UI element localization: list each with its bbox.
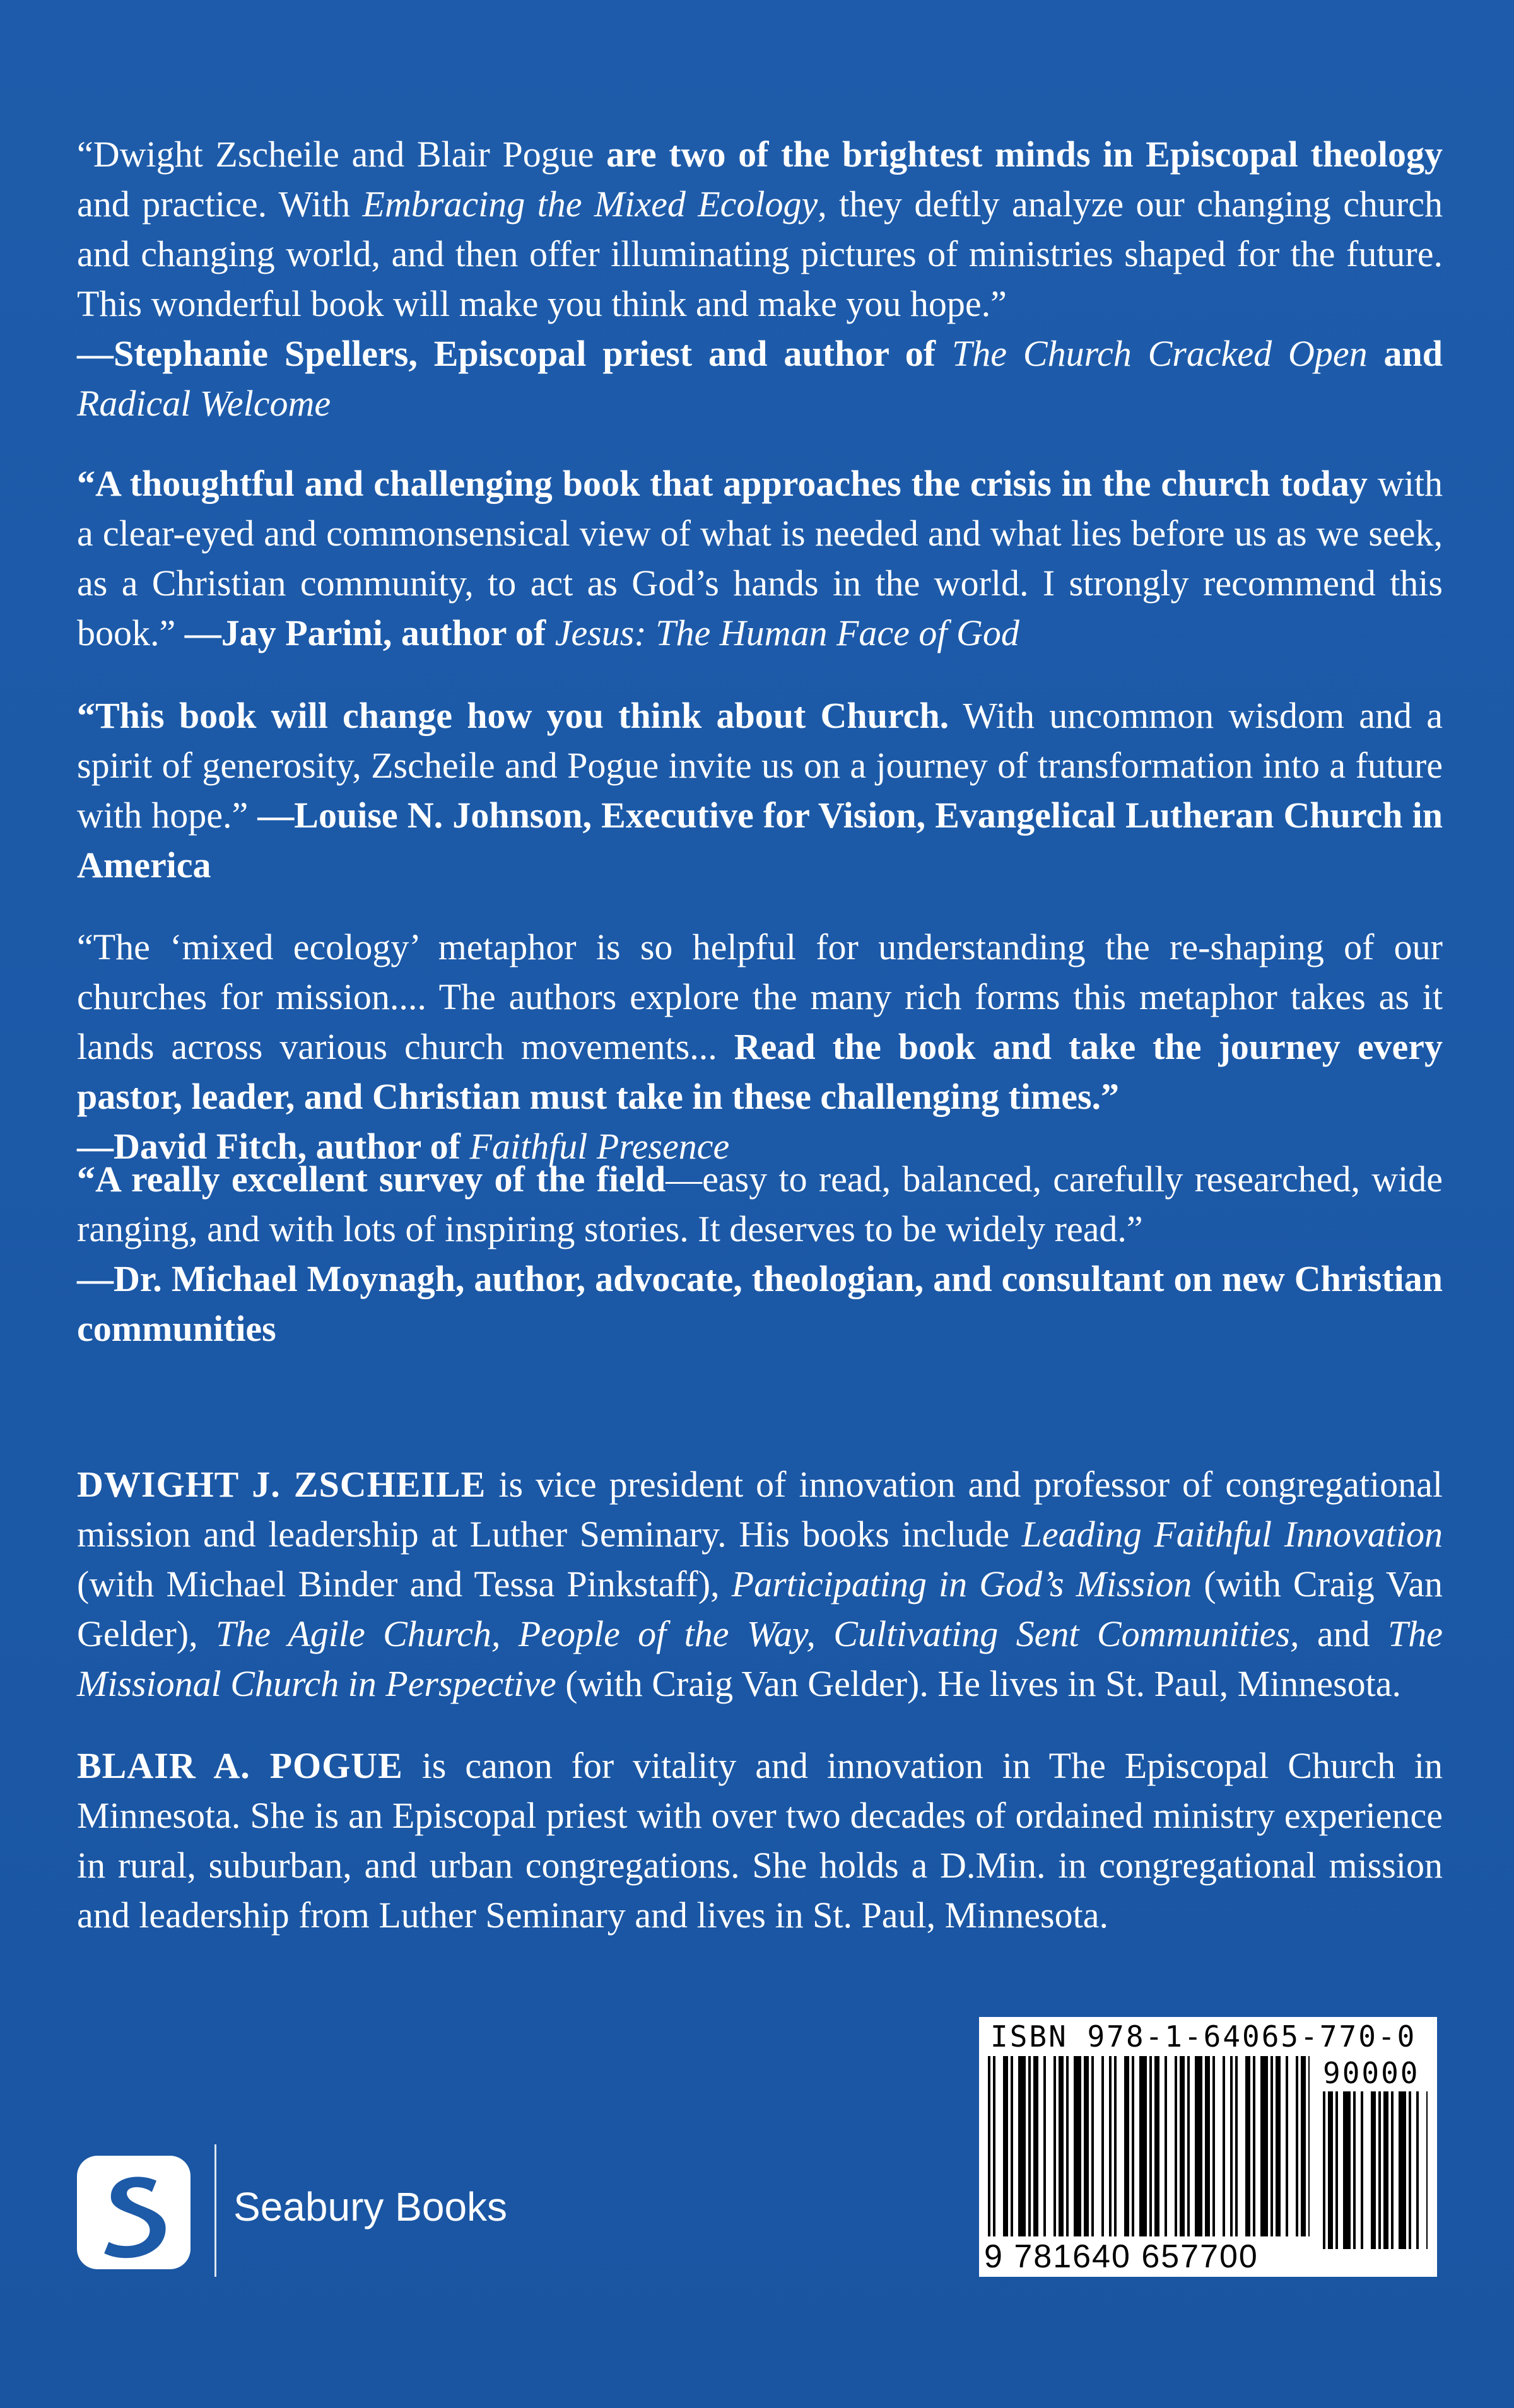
quote-text: and practice. With: [77, 184, 363, 225]
author-name: DWIGHT J. ZSCHEILE: [77, 1464, 486, 1505]
quote-text: “The ‘mixed ecology’ metaphor is so helpful for understanding the re-shaping of our churches for mission.... The authors explore the many rich forms this metaphor takes as it lands across various church movements...: [77, 926, 1443, 1067]
quote-text: —easy to read, balanced, carefully researched, wide ranging, and with lots of inspiring stories. It deserves to be widely read.”: [77, 1159, 1443, 1249]
endorsement-quote-1: [77, 129, 1443, 428]
book-title: Leading Faithful Innovation: [1021, 1514, 1443, 1555]
barcode-bar: [1426, 2091, 1428, 2249]
barcode-bar: [1139, 2056, 1147, 2236]
quote-highlight: “This book will change how you think about Church.: [77, 695, 949, 736]
barcode-bar: [1043, 2056, 1046, 2236]
barcode-bar: [1180, 2056, 1185, 2236]
work-title: Radical Welcome: [77, 383, 331, 424]
barcode-bar: [1223, 2056, 1225, 2236]
quote-attribution: —Dr. Michael Moynagh, author, advocate, theologian, and consultant on new Christian communities: [77, 1258, 1443, 1349]
book-title: Participating in God’s Mission: [731, 1563, 1192, 1604]
barcode-bar: [1109, 2056, 1112, 2236]
work-title: Jesus: The Human Face of God: [555, 612, 1019, 653]
barcode-bar: [1399, 2091, 1406, 2249]
barcode-bar: [1101, 2056, 1104, 2236]
barcode-bar: [1301, 2056, 1306, 2236]
publisher-name: Seabury Books: [233, 2184, 508, 2230]
ean-digits: 9 781640 657700: [984, 2238, 1259, 2275]
publisher-logo: [77, 2144, 645, 2277]
quote-text: “Dwight Zscheile and Blair Pogue: [77, 134, 607, 175]
quote-text: With uncommon wisdom and a spirit of generosity, Zscheile and Pogue invite us on a journey of transformation into a future with hope.”: [77, 695, 1443, 836]
addon-barcode-bars: [1323, 2091, 1428, 2249]
barcode-bar: [1165, 2056, 1167, 2236]
barcode-bar: [1296, 2056, 1298, 2236]
barcode-bar: [1245, 2056, 1250, 2236]
barcode-bar: [1235, 2056, 1238, 2236]
barcode-bar: [988, 2056, 990, 2236]
barcode-bar: [1361, 2091, 1363, 2249]
barcode-bar: [1084, 2056, 1089, 2236]
barcode-bar: [1308, 2056, 1310, 2236]
quote-attribution: —Jay Parini, author of: [184, 612, 555, 653]
barcode-bar: [1059, 2056, 1064, 2236]
endorsement-quote-4: [77, 922, 1443, 1171]
author-bio-pogue: [77, 1741, 1443, 1940]
book-title: The Agile Church, People of the Way, Cultivating Sent Communities,: [215, 1613, 1300, 1654]
barcode-bar: [1353, 2091, 1356, 2249]
barcode-bar: [1091, 2056, 1094, 2236]
quote-highlight: “A really excellent survey of the field: [77, 1159, 666, 1200]
author-name: BLAIR A. POGUE: [77, 1745, 403, 1786]
barcode-bar: [1175, 2056, 1177, 2236]
barcode-bar: [1154, 2056, 1159, 2236]
quote-attribution: —David Fitch, author of: [77, 1126, 470, 1167]
barcode-bar: [1230, 2056, 1233, 2236]
isbn-barcode: [979, 2017, 1437, 2277]
barcode-bar: [1260, 2056, 1268, 2236]
barcode-bar: [1053, 2056, 1056, 2236]
barcode-bar: [1074, 2056, 1081, 2236]
barcode-bar: [1378, 2091, 1381, 2249]
price-code: 90000: [1323, 2056, 1420, 2090]
barcode-bar: [1205, 2056, 1210, 2236]
barcode-bar: [1011, 2056, 1013, 2236]
barcode-bar: [1416, 2091, 1419, 2249]
bio-text: (with Craig Van Gelder),: [77, 1563, 1443, 1654]
quote-attribution: —Louise N. Johnson, Executive for Vision, Evangelical Lutheran Church in America: [77, 795, 1443, 885]
barcode-bar: [1270, 2056, 1273, 2236]
seabury-s-logo-icon: [77, 2156, 191, 2269]
barcode-bar: [1286, 2056, 1288, 2236]
barcode-bar: [1132, 2056, 1134, 2236]
barcode-bar: [1018, 2056, 1026, 2236]
barcode-bar: [1187, 2056, 1190, 2236]
barcode-bar: [1149, 2056, 1152, 2236]
quote-text: , they deftly analyze our changing church and changing world, and then offer illuminating pictures of ministries shaped for the future. This wonderful book will make you think and make you hope.”: [77, 184, 1443, 324]
isbn-number: ISBN 978-1-64065-770-0: [990, 2019, 1417, 2054]
bio-text: is vice president of innovation and professor of congregational mission and leadership at Luther Seminary. His books include: [77, 1464, 1443, 1555]
ean-barcode-bars: [988, 2056, 1310, 2236]
quote-attribution: and: [1367, 333, 1443, 374]
barcode-bar: [1212, 2056, 1215, 2236]
quote-text: with a clear-eyed and commonsensical view of what is needed and what lies before us as we seek, as a Christian community, to act as God’s hands in the world. I strongly recommend this book.”: [77, 463, 1443, 653]
barcode-bar: [1391, 2091, 1394, 2249]
barcode-bar: [1066, 2056, 1069, 2236]
quote-highlight: “A thoughtful and challenging book that approaches the crisis in the church today: [77, 463, 1368, 504]
endorsement-quote-3: [77, 691, 1443, 890]
barcode-bar: [1114, 2056, 1117, 2236]
author-bio-zscheile: [77, 1459, 1443, 1709]
quote-highlight: Read the book and take the journey every pastor, leader, and Christian must take in these challenging times.”: [77, 1026, 1443, 1117]
barcode-bar: [1003, 2056, 1008, 2236]
barcode-bar: [1323, 2091, 1325, 2249]
barcode-bar: [1383, 2091, 1388, 2249]
barcode-bar: [1124, 2056, 1129, 2236]
barcode-bar: [1253, 2056, 1255, 2236]
barcode-bar: [1343, 2091, 1351, 2249]
endorsement-quote-2: [77, 459, 1443, 658]
barcode-bar: [993, 2056, 995, 2236]
barcode-bar: [1328, 2091, 1333, 2249]
barcode-bar: [1371, 2091, 1376, 2249]
endorsement-quote-5: [77, 1154, 1443, 1353]
work-title: Faithful Presence: [469, 1126, 730, 1167]
bio-text: (with Craig Van Gelder). He lives in St. Paul, Minnesota.: [556, 1663, 1401, 1704]
barcode-bar: [1195, 2056, 1202, 2236]
barcode-bar: [1409, 2091, 1411, 2249]
bio-text: (with Michael Binder and Tessa Pinkstaff),: [77, 1563, 732, 1604]
book-title: Embracing the Mixed Ecology: [362, 184, 818, 225]
bio-text: and: [1299, 1613, 1388, 1654]
barcode-bar: [1335, 2091, 1338, 2249]
barcode-bar: [1028, 2056, 1031, 2236]
bio-text: is canon for vitality and innovation in The Episcopal Church in Minnesota. She is an Episcopal priest with over two decades of ordained ministry experience in rural, suburban, and urban congregations. She holds a D.Min. in congregational mission and leadership from Luther Seminary and lives in St. Paul, Minnesota.: [77, 1745, 1443, 1936]
barcode-bar: [1033, 2056, 1038, 2236]
barcode-bar: [1276, 2056, 1281, 2236]
quote-highlight: are two of the brightest minds in Episcopal theology: [606, 134, 1443, 175]
quote-attribution: —Stephanie Spellers, Episcopal priest and author of: [77, 333, 952, 374]
logo-divider: [214, 2144, 216, 2277]
work-title: The Church Cracked Open: [952, 333, 1368, 374]
book-title: The Missional Church in Perspective: [77, 1613, 1443, 1704]
